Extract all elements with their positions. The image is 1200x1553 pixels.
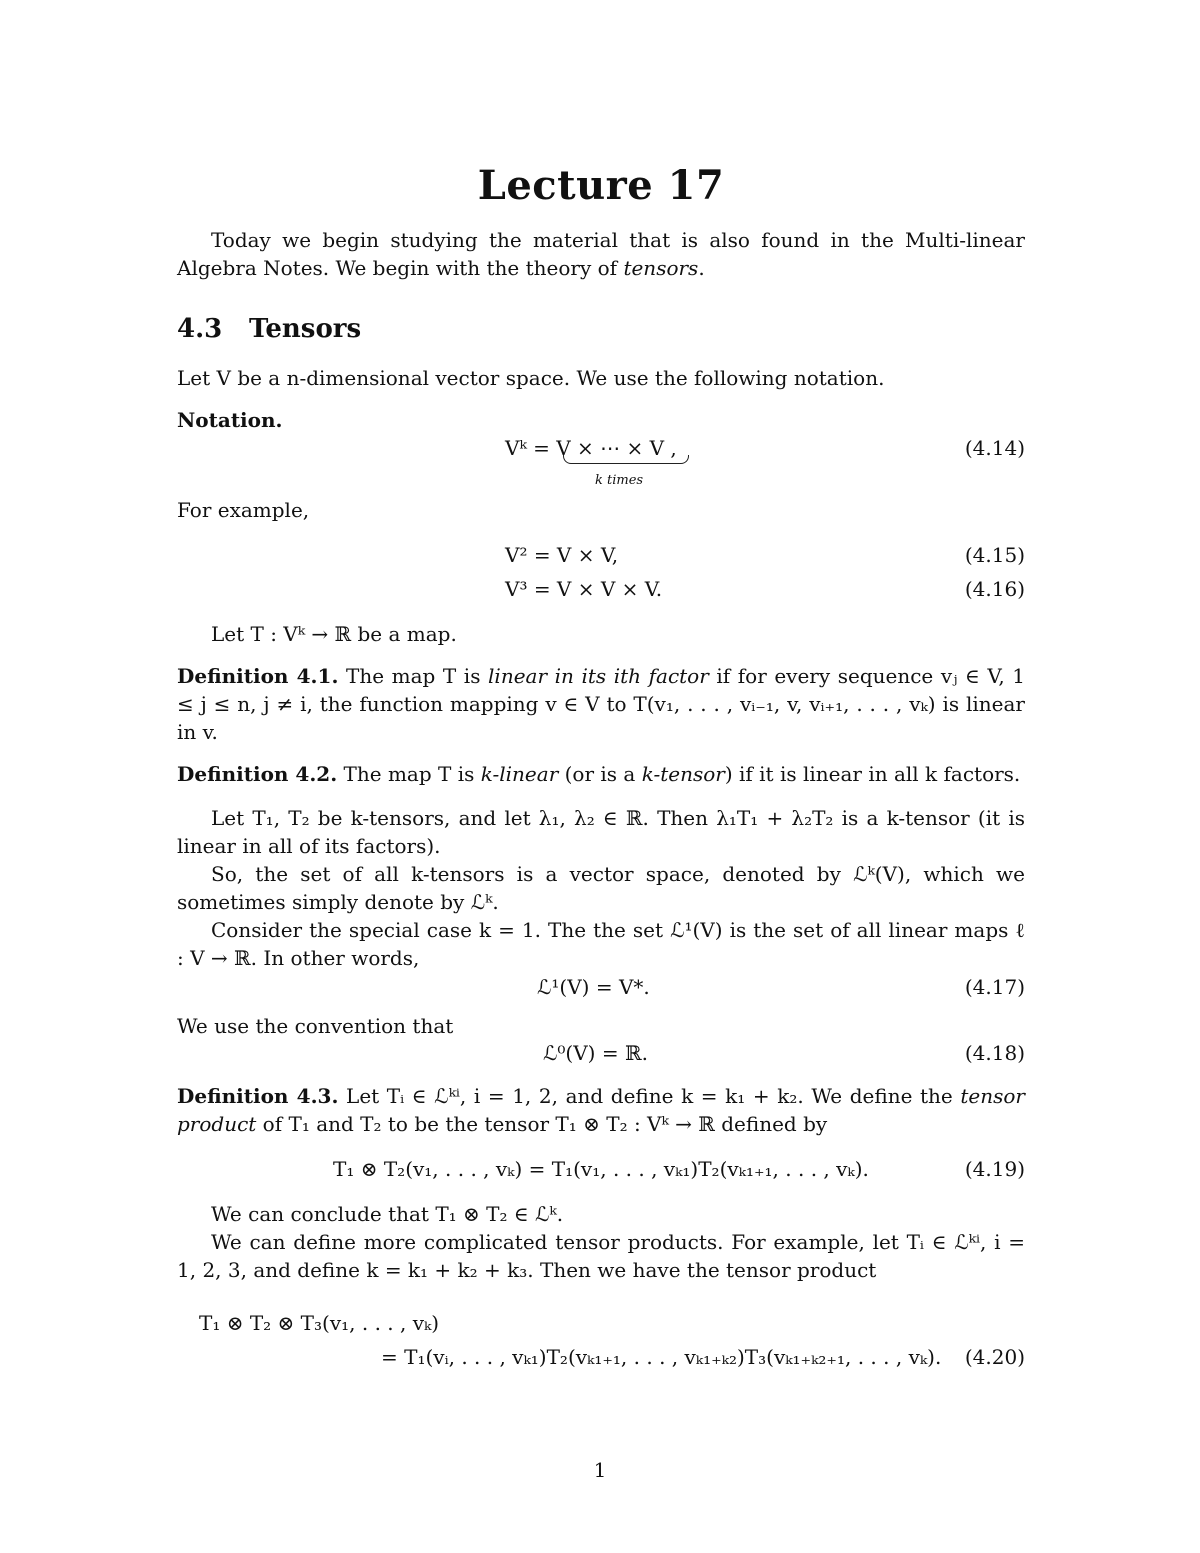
- notation-label: Notation.: [177, 408, 283, 432]
- conclusion-paragraph: We can conclude that T₁ ⊗ T₂ ∈ ℒᵏ.: [211, 1202, 564, 1226]
- equation-4-16-number: (4.16): [964, 577, 1025, 601]
- equation-4-20-line-1-expr: T₁ ⊗ T₂ ⊗ T₃(v₁, . . . , vₖ): [199, 1311, 440, 1335]
- map-paragraph: Let T : Vᵏ → ℝ be a map.: [211, 622, 457, 646]
- definition-4-2-label: Definition 4.2.: [177, 762, 338, 786]
- equation-4-20-line-1: [177, 1306, 1025, 1340]
- equation-4-19-expr: T₁ ⊗ T₂(v₁, . . . , vₖ) = T₁(v₁, . . . , vₖ₁)T₂(vₖ₁₊₁, . . . , vₖ).: [333, 1157, 869, 1181]
- special-case-paragraph: Consider the special case k = 1. The the set ℒ¹(V) is the set of all linear maps ℓ : V → ℝ. In other words,: [177, 918, 1025, 970]
- for-example-text: For example,: [177, 498, 310, 522]
- equation-4-14-expr: Vᵏ = V × ⋯ × V ,: [505, 436, 677, 460]
- intro-emph: tensors: [623, 256, 699, 280]
- complicated-products-paragraph: We can define more complicated tensor products. For example, let Tᵢ ∈ ℒᵏⁱ, i = 1, 2, 3, and define k = k₁ + k₂ + k₃. Then we have the tensor product: [177, 1230, 1025, 1282]
- equation-4-20-line-2-expr: = T₁(vᵢ, . . . , vₖ₁)T₂(vₖ₁₊₁, . . . , vₖ₁₊ₖ₂)T₃(vₖ₁₊ₖ₂₊₁, . . . , vₖ).: [381, 1345, 942, 1369]
- vector-space-paragraph: Let V be a n-dimensional vector space. We use the following notation.: [177, 366, 885, 390]
- equation-4-17: [177, 970, 1025, 1004]
- equation-4-18: [177, 1036, 1025, 1070]
- equation-4-18-expr: ℒ⁰(V) = ℝ.: [543, 1041, 648, 1065]
- equation-4-16-expr: V³ = V × V × V.: [505, 577, 663, 601]
- definition-4-3: Definition 4.3. Let Tᵢ ∈ ℒᵏⁱ, i = 1, 2, and define k = k₁ + k₂. We define the tensor product of T₁ and T₂ to be the tensor T₁ ⊗ T₂ : Vᵏ → ℝ defined by: [177, 1084, 1025, 1136]
- equation-4-18-number: (4.18): [964, 1041, 1025, 1065]
- equation-4-19: [177, 1152, 1025, 1186]
- section-number: 4.3: [177, 314, 223, 344]
- lecture-title: Lecture 17: [477, 162, 725, 209]
- equation-4-19-number: (4.19): [964, 1157, 1025, 1181]
- equation-4-20-line-2: [177, 1340, 1025, 1374]
- definition-4-1: Definition 4.1. The map T is linear in its ith factor if for every sequence vⱼ ∈ V, 1 ≤ j ≤ n, j ≠ i, the function mapping v ∈ V to T(v₁, . . . , vᵢ₋₁, v, vᵢ₊₁, . . . , vₖ) is linear in v.: [177, 664, 1025, 744]
- definition-4-3-label: Definition 4.3.: [177, 1084, 339, 1108]
- equation-4-15-number: (4.15): [964, 543, 1025, 567]
- page-number: 1: [593, 1458, 607, 1482]
- vector-space-of-tensors-paragraph: So, the set of all k-tensors is a vector space, denoted by ℒᵏ(V), which we sometimes simply denote by ℒᵏ.: [177, 862, 1025, 914]
- equation-4-14: [177, 431, 1025, 488]
- intro-paragraph: Today we begin studying the material that is also found in the Multi-linear Algebra Notes. We begin with the theory of tensors.: [177, 228, 1025, 280]
- equation-4-16: [177, 572, 1025, 606]
- equation-4-20-number: (4.20): [964, 1345, 1025, 1369]
- convention-text: We use the convention that: [177, 1014, 454, 1038]
- section-name: Tensors: [249, 314, 362, 344]
- definition-4-1-label: Definition 4.1.: [177, 664, 339, 688]
- linear-combination-paragraph: Let T₁, T₂ be k-tensors, and let λ₁, λ₂ ∈ ℝ. Then λ₁T₁ + λ₂T₂ is a k-tensor (it is linear in all of its factors).: [177, 806, 1025, 858]
- underbrace: [563, 455, 689, 464]
- equation-4-17-expr: ℒ¹(V) = V*.: [537, 975, 650, 999]
- underbrace-label: k times: [595, 473, 644, 488]
- equation-4-14-number: (4.14): [964, 436, 1025, 460]
- equation-4-17-number: (4.17): [964, 975, 1025, 999]
- definition-4-2: Definition 4.2. The map T is k-linear (or is a k-tensor) if it is linear in all k factors.: [177, 762, 1021, 786]
- equation-4-15: [177, 538, 1025, 572]
- equation-4-15-expr: V² = V × V,: [505, 543, 619, 567]
- section-heading: [177, 314, 361, 344]
